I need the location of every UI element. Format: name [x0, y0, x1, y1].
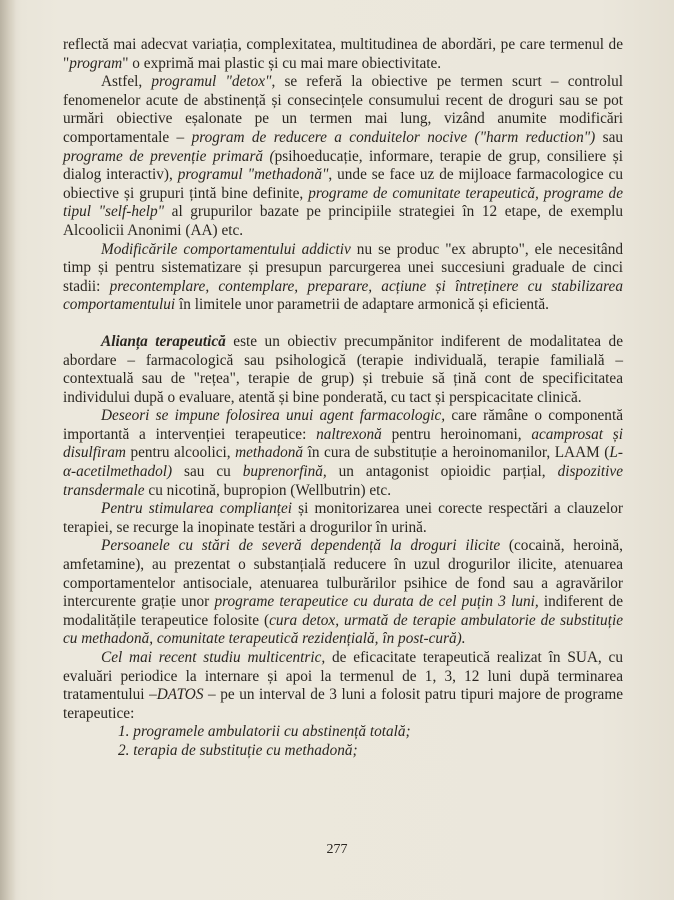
paragraph-severe-dependence: Persoanele cu stări de severă dependență la droguri ilicite (cocaină, heroină, amfetamine), au prezentat o substanțială reducere în uzul drogurilor ilicite, atenuarea comportamentelor antisociale, atenuarea tulburărilor psihice de fond sau a agravărilor intercurente grație unor programe terapeutice cu durata de cel puțin 3 luni, indiferent de modalitățile terapeutice folosite (cura detox, urmată de terapie ambulatorie de substituție cu methadonă, comunitate terapeutică rezidențială, în post-cură). [63, 537, 623, 648]
paragraph-behavior-change: Modificările comportamentului addictiv nu se produc "ex abrupto", ele necesitând timp și pentru sistematizare și presupun parcurgerea unei succesiuni graduale de cinci stadii: precontemplare, contemplare, preparare, acțiune și întreținere cu stabilizarea comportamentului în limitele unor parametrii de adaptare armonică și eficientă. [63, 240, 623, 314]
paragraph-therapeutic-alliance: Alianța terapeutică este un obiectiv precumpănitor indiferent de modalitatea de abordare – farmacologică sau psihologică (terapie individuală, terapie familială – contextuală sau de "rețea", terapie de grup) și trebuie să țină cont de specificitatea individului după o evaluare, atentă și bine ponderată, cu tact și perspicacitate clinică. [63, 332, 623, 406]
page-binding-shadow [0, 0, 16, 900]
paragraph-detox: Astfel, programul "detox", se referă la obiective pe termen scurt – controlul fenomenelor acute de abstinență și consecințele consumului recent de droguri sau se pot urmări obiective eșalonate pe un termen mai lung, vizând anumite modificări comportamentale – program de reducere a conduitelor nocive ("harm reduction") sau programe de prevenție primară (psihoeducație, informare, terapie de grup, consiliere și dialog interactiv), programul "methadonă", unde se face uz de mijloace farmacologice cu obiective și grupuri țintă bine definite, programe de comunitate terapeutică, programe de tipul "self-help" al grupurilor bazate pe principiile strategiei în 12 etape, de exemplu Alcoolicii Anonimi (AA) etc. [63, 73, 624, 239]
page-number: 277 [326, 842, 348, 857]
list-item: 2. terapia de substituție cu methadonă; [118, 741, 358, 759]
paragraph-compliance: Pentru stimularea complianței și monitorizarea unei corecte respectări a clauzelor terapiei, se recurge la inopinate testări a drogurilor în urină. [63, 500, 624, 536]
body-text [63, 36, 623, 761]
paragraph-datos-study: Cel mai recent studiu multicentric, de eficacitate terapeutică realizat în SUA, cu evaluări periodice la internare și apoi la termenul de 1, 3, 12 luni după terminarea tratamentului –DATOS – pe un interval de 3 luni a folosit patru tipuri majore de programe terapeutice: [63, 649, 624, 722]
paragraph-pharmacologic-agent: Deseori se impune folosirea unui agent farmacologic, care rămâne o componentă importantă a intervenției terapeutice: naltrexonă pentru heroinomani, acamprosat și disulfiram pentru alcoolici, methadonă în cura de substituție a heroinomanilor, LAAM (L-α-acetilmethadol) sau cu buprenorfină, un antagonist opioidic parțial, dispozitive transdermale cu nicotină, bupropion (Wellbutrin) etc. [63, 407, 623, 499]
paragraph-continuation: reflectă mai adecvat variația, complexitatea, multitudinea de abordări, pe care termenul de "program" o exprimă mai plastic și cu mai mare obiectivitate. [63, 36, 623, 72]
list-item: 1. programele ambulatorii cu abstinență totală; [118, 723, 411, 741]
